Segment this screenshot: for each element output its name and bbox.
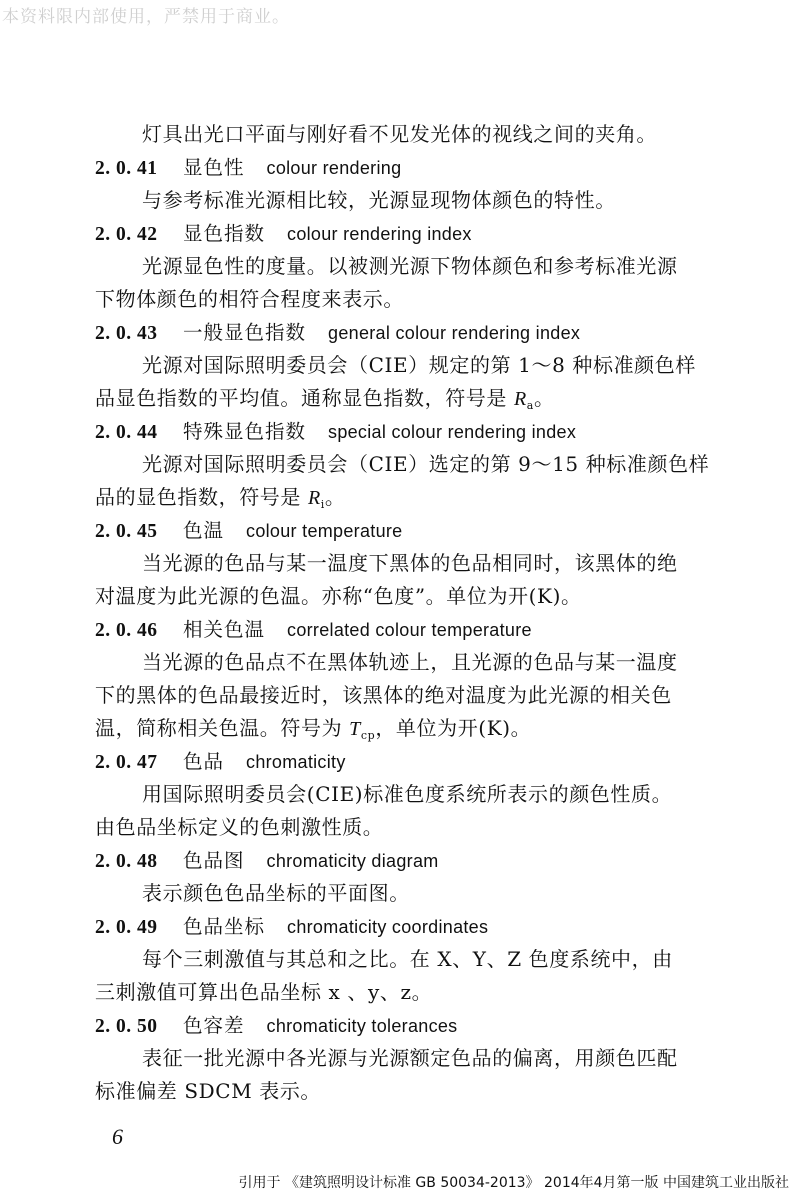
definition-line: 下物体颜色的相符合程度来表示。 xyxy=(95,287,404,311)
term-chinese: 色品 xyxy=(183,750,225,773)
continuation-text: 灯具出光口平面与刚好看不见发光体的视线之间的夹角。 xyxy=(142,122,657,146)
term-number: 2. 0. 46 xyxy=(95,620,158,641)
document-body xyxy=(95,118,710,1108)
term-english: chromaticity tolerances xyxy=(266,1016,458,1036)
definition-line: 每个三刺激值与其总和之比。在 X、Y、Z 色度系统中，由 xyxy=(142,947,673,971)
definition-line xyxy=(95,481,710,514)
term-heading xyxy=(95,151,710,184)
term-heading xyxy=(95,910,710,943)
symbol-subscript: i xyxy=(320,498,325,511)
definition-text: 温，简称相关色温。符号为 xyxy=(95,716,350,740)
term-english: chromaticity diagram xyxy=(266,851,439,871)
definition-line: 三刺激值可算出色品坐标 x 、y、z。 xyxy=(95,980,433,1004)
definition-line: 对温度为此光源的色温。亦称“色度”。单位为开(K)。 xyxy=(95,584,582,608)
term-heading xyxy=(95,613,710,646)
term-heading xyxy=(95,217,710,250)
term-number: 2. 0. 45 xyxy=(95,521,158,542)
term-number: 2. 0. 43 xyxy=(95,323,158,344)
term-chinese: 相关色温 xyxy=(183,618,266,641)
term-number: 2. 0. 42 xyxy=(95,224,158,245)
term-english: colour rendering xyxy=(266,158,402,178)
symbol-subscript: cp xyxy=(360,729,376,742)
term-heading xyxy=(95,415,710,448)
term-chinese: 一般显色指数 xyxy=(183,321,307,344)
definition-line: 用国际照明委员会(CIE)标准色度系统所表示的颜色性质。 xyxy=(142,782,673,806)
definition-line: 当光源的色品点不在黑体轨迹上，且光源的色品与某一温度 xyxy=(142,650,678,674)
term-heading xyxy=(95,316,710,349)
definition-line: 与参考标准光源相比较，光源显现物体颜色的特性。 xyxy=(142,188,616,212)
term-number: 2. 0. 47 xyxy=(95,752,158,773)
term-number: 2. 0. 48 xyxy=(95,851,158,872)
watermark: 本资料限内部使用，严禁用于商业。 xyxy=(2,7,290,27)
symbol: R xyxy=(513,388,527,410)
term-english: chromaticity xyxy=(246,752,346,772)
term-english: special colour rendering index xyxy=(328,422,577,442)
definition-line: 下的黑体的色品最接近时，该黑体的绝对温度为此光源的相关色 xyxy=(95,683,672,707)
definition-line: 当光源的色品与某一温度下黑体的色品相同时，该黑体的绝 xyxy=(142,551,678,575)
term-english: chromaticity coordinates xyxy=(287,917,489,937)
term-heading xyxy=(95,844,710,877)
definition-line xyxy=(95,712,710,745)
definition-text: 。 xyxy=(324,485,346,509)
definition-line: 光源对国际照明委员会（CIE）规定的第 1～8 种标准颜色样 xyxy=(142,353,696,377)
term-chinese: 色容差 xyxy=(183,1014,245,1037)
symbol-subscript: a xyxy=(526,399,534,412)
definition-text: 品显色指数的平均值。通称显色指数，符号是 xyxy=(95,386,514,410)
term-chinese: 色品图 xyxy=(183,849,245,872)
definition-line: 光源对国际照明委员会（CIE）选定的第 9～15 种标准颜色样 xyxy=(142,452,710,476)
citation-footer: 引用于 《建筑照明设计标准 GB 50034-2013》 2014年4月第一版 中国建筑工业出版社 xyxy=(238,1175,789,1191)
term-english: colour temperature xyxy=(246,521,403,541)
symbol: R xyxy=(307,487,321,509)
term-chinese: 色品坐标 xyxy=(183,915,266,938)
definition-text: 。 xyxy=(533,386,555,410)
term-chinese: 色温 xyxy=(183,519,225,542)
definition-line: 光源显色性的度量。以被测光源下物体颜色和参考标准光源 xyxy=(142,254,678,278)
term-chinese: 特殊显色指数 xyxy=(183,420,307,443)
term-english: general colour rendering index xyxy=(328,323,581,343)
term-english: colour rendering index xyxy=(287,224,472,244)
term-heading xyxy=(95,514,710,547)
definition-line: 标准偏差 SDCM 表示。 xyxy=(95,1079,322,1103)
term-number: 2. 0. 49 xyxy=(95,917,158,938)
definition-text: 品的显色指数，符号是 xyxy=(95,485,308,509)
term-chinese: 显色性 xyxy=(183,156,245,179)
term-heading xyxy=(95,1009,710,1042)
term-number: 2. 0. 44 xyxy=(95,422,158,443)
definition-text: ，单位为开(K)。 xyxy=(375,716,532,740)
definition-line: 由色品坐标定义的色刺激性质。 xyxy=(95,815,384,839)
term-number: 2. 0. 50 xyxy=(95,1016,158,1037)
term-english: correlated colour temperature xyxy=(287,620,532,640)
term-chinese: 显色指数 xyxy=(183,222,266,245)
page-number: 6 xyxy=(112,1124,123,1149)
definition-line: 表示颜色色品坐标的平面图。 xyxy=(142,881,410,905)
term-number: 2. 0. 41 xyxy=(95,158,158,179)
symbol: T xyxy=(349,718,361,740)
definition-line: 表征一批光源中各光源与光源额定色品的偏离，用颜色匹配 xyxy=(142,1046,678,1070)
entries-list xyxy=(95,151,710,1108)
definition-line xyxy=(95,382,710,415)
term-heading xyxy=(95,745,710,778)
